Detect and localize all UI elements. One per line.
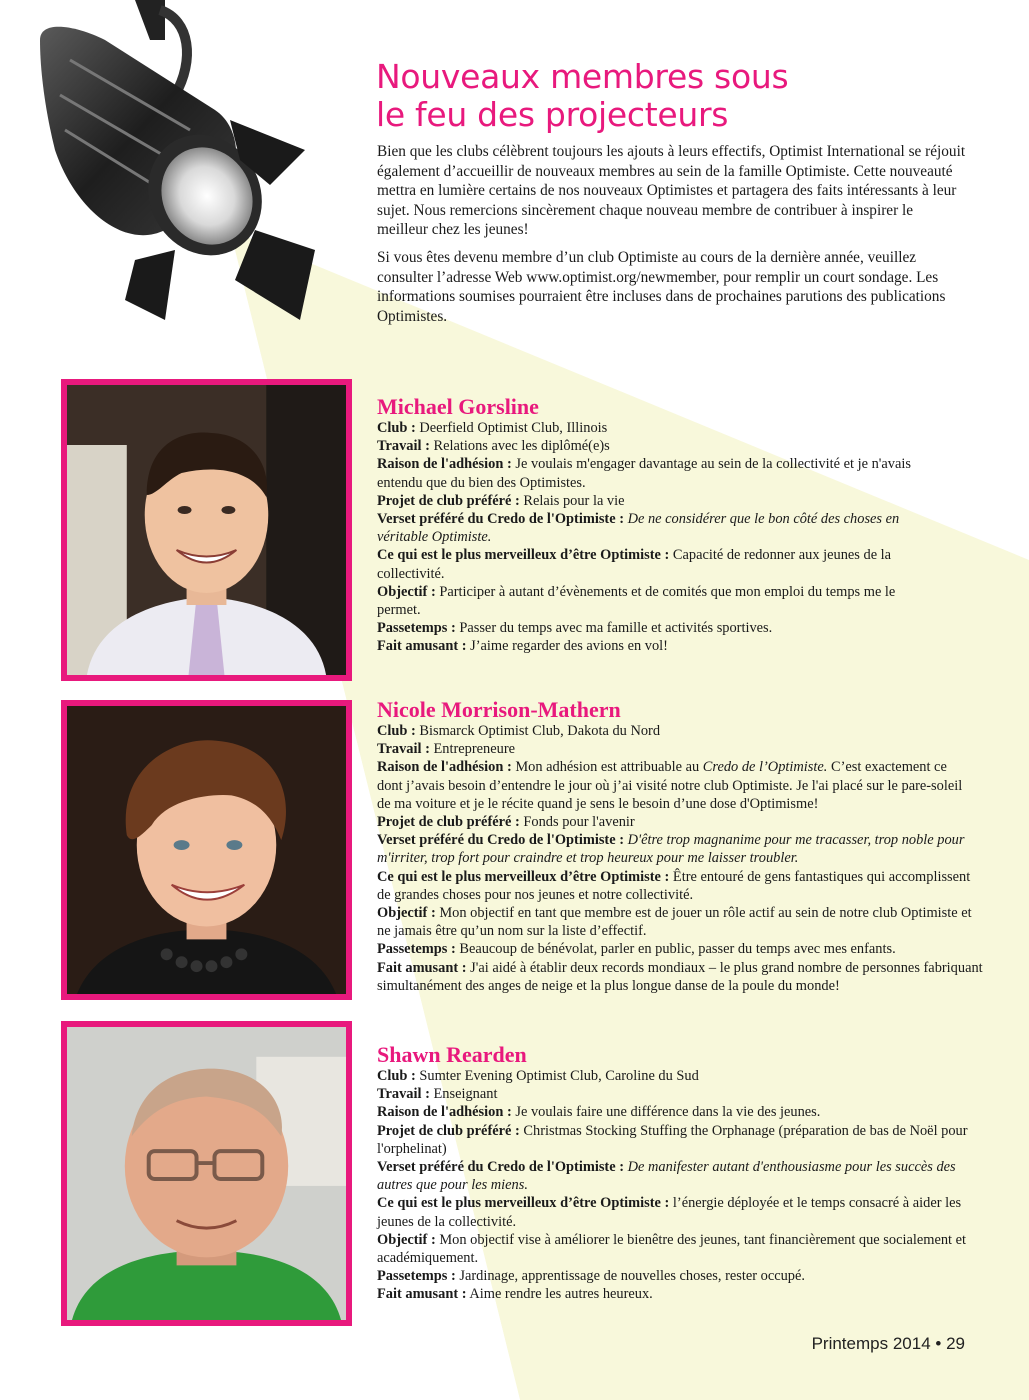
value-passetemps: Jardinage, apprentissage de nouvelles choses, rester occupé. bbox=[459, 1268, 805, 1285]
value-objectif: Participer à autant d’évènements et de comités que mon emploi du temps me le permet. bbox=[377, 583, 896, 619]
title-line-1: Nouveaux membres sous bbox=[376, 57, 789, 96]
label-raison: Raison de l'adhésion : bbox=[377, 759, 512, 776]
spotlight-icon bbox=[15, 0, 355, 330]
member-profile-nicole bbox=[377, 698, 997, 995]
label-passetemps: Passetemps : bbox=[377, 1268, 456, 1285]
label-passetemps: Passetemps : bbox=[377, 941, 456, 958]
value-club: Sumter Evening Optimist Club, Caroline du Sud bbox=[419, 1068, 699, 1084]
value-verset: De ne considérer que le bon côté des choses en véritable Optimiste. bbox=[377, 511, 900, 546]
value-raison-pre: Mon adhésion est attribuable au bbox=[515, 759, 703, 776]
label-projet: Projet de club préféré : bbox=[377, 814, 520, 831]
label-raison: Raison de l'adhésion : bbox=[377, 1104, 512, 1121]
value-travail: Relations avec les diplômé(e)s bbox=[433, 438, 610, 455]
label-travail: Travail : bbox=[377, 438, 430, 455]
intro-paragraph-1: Bien que les clubs célèbrent toujours les ajouts à leurs effectifs, Optimist International se réjouit également d’accueillir de nouveaux membres au sein de la famille Optimiste. Cette nouveauté mettra en lumière certains de nos nouveaux Optimistes et partagera des faits intéressants à leur sujet. Nous remercions sincèrement chaque nouveau membre de contribuer à inspirer le meilleur chez les jeunes! bbox=[377, 143, 966, 239]
label-fait: Fait amusant : bbox=[377, 638, 467, 655]
label-merveilleux: Ce qui est le plus merveilleux d’être Optimiste : bbox=[377, 547, 670, 564]
value-fait: Aime rendre les autres heureux. bbox=[469, 1286, 653, 1303]
title-line-2: le feu des projecteurs bbox=[376, 95, 729, 134]
member-profile-michael bbox=[377, 395, 997, 656]
label-passetemps: Passetemps : bbox=[377, 620, 456, 637]
value-projet: Fonds pour l'avenir bbox=[523, 814, 635, 831]
value-objectif: Mon objectif vise à améliorer le bienêtre des jeunes, tant financièrement que socialement et académiquement. bbox=[377, 1231, 967, 1267]
label-objectif: Objectif : bbox=[377, 1231, 436, 1248]
label-travail: Travail : bbox=[377, 1086, 430, 1103]
value-passetemps: Passer du temps avec ma famille et activités sportives. bbox=[459, 620, 773, 637]
member-name: Nicole Morrison-Mathern bbox=[377, 697, 621, 722]
article-title bbox=[376, 58, 788, 134]
value-raison: Je voulais m'engager davantage au sein de la collectivité et je n'avais entendu que du bien des Optimistes. bbox=[377, 456, 911, 491]
label-travail: Travail : bbox=[377, 741, 430, 758]
label-club: Club : bbox=[377, 420, 416, 436]
label-projet: Projet de club préféré : bbox=[377, 492, 520, 509]
label-club: Club : bbox=[377, 1068, 416, 1084]
label-club: Club : bbox=[377, 723, 416, 739]
label-merveilleux: Ce qui est le plus merveilleux d’être Optimiste : bbox=[377, 868, 670, 885]
intro-paragraph-2: Si vous êtes devenu membre d’un club Optimiste au cours de la dernière année, veuillez consulter l’adresse Web www.optimist.org/newmember, pour remplir un court sondage. Les informations soumises pourraient être incluses dans de prochaines parutions des publications Optimistes. bbox=[377, 248, 946, 325]
value-merveilleux: l’énergie déployée et le temps consacré à aider les jeunes de la collectivité. bbox=[377, 1195, 962, 1230]
label-raison: Raison de l'adhésion : bbox=[377, 456, 512, 473]
value-projet: Relais pour la vie bbox=[523, 492, 625, 509]
member-photo-nicole bbox=[61, 700, 352, 1000]
member-name: Shawn Rearden bbox=[377, 1042, 527, 1067]
member-photo-michael bbox=[61, 379, 352, 681]
value-merveilleux: Être entouré de gens fantastiques qui accomplissent de grandes choses pour nos jeunes et notre collectivité. bbox=[377, 868, 971, 903]
value-objectif: Mon objectif en tant que membre est de jouer un rôle actif au sein de notre club Optimiste et ne jamais être qu’un nom sur la liste d’effectif. bbox=[377, 905, 972, 940]
value-merveilleux: Capacité de redonner aux jeunes de la collectivité. bbox=[377, 547, 892, 582]
label-fait: Fait amusant : bbox=[377, 959, 467, 976]
label-projet: Projet de club préféré : bbox=[377, 1122, 520, 1139]
value-club: Bismarck Optimist Club, Dakota du Nord bbox=[419, 723, 661, 739]
value-raison: Je voulais faire une différence dans la vie des jeunes. bbox=[515, 1104, 821, 1121]
label-fait: Fait amusant : bbox=[377, 1286, 467, 1303]
article-intro bbox=[377, 142, 967, 334]
label-merveilleux: Ce qui est le plus merveilleux d’être Optimiste : bbox=[377, 1195, 670, 1212]
footer-bullet: • bbox=[935, 1334, 942, 1353]
value-travail: Entrepreneure bbox=[433, 741, 515, 758]
value-passetemps: Beaucoup de bénévolat, parler en public, passer du temps avec mes enfants. bbox=[459, 941, 896, 958]
member-photo-shawn bbox=[61, 1021, 352, 1326]
value-verset: D'être trop magnanime pour me tracasser, trop noble pour m'irriter, trop fort pour craindre et trop heureux pour me laisser troubler. bbox=[377, 832, 965, 867]
value-raison-italic: Credo de l’Optimiste. bbox=[702, 759, 828, 776]
value-travail: Enseignant bbox=[433, 1086, 498, 1103]
label-objectif: Objectif : bbox=[377, 905, 436, 922]
label-objectif: Objectif : bbox=[377, 583, 436, 600]
page-number: 29 bbox=[946, 1334, 965, 1353]
issue-label: Printemps 2014 bbox=[811, 1334, 931, 1353]
label-verset: Verset préféré du Credo de l'Optimiste : bbox=[377, 832, 624, 849]
value-projet: Christmas Stocking Stuffing the Orphanage (préparation de bas de Noël pour l'orphelinat) bbox=[377, 1122, 968, 1157]
value-verset: De manifester autant d'enthousiasme pour les succès des autres que pour les miens. bbox=[377, 1159, 956, 1194]
value-raison-post: C’est exactement ce dont j’avais besoin d’entendre le jour où j’ai visité notre club Optimiste. Je l'ai placé sur le pare-soleil de ma voiture et je le récite quand je sens le besoin d’une dose d'Optimisme! bbox=[377, 759, 963, 812]
member-profile-shawn bbox=[377, 1043, 997, 1304]
member-name: Michael Gorsline bbox=[377, 394, 539, 419]
label-verset: Verset préféré du Credo de l'Optimiste : bbox=[377, 1159, 624, 1176]
page-footer bbox=[812, 1334, 965, 1354]
value-club: Deerfield Optimist Club, Illinois bbox=[419, 420, 608, 436]
value-fait: J'ai aidé à établir deux records mondiaux – le plus grand nombre de personnes fabriquant simultanément des anges de neige et la plus longue danse de la poule du monde! bbox=[377, 959, 983, 994]
value-fait: J’aime regarder des avions en vol! bbox=[470, 638, 668, 655]
label-verset: Verset préféré du Credo de l'Optimiste : bbox=[377, 511, 624, 528]
